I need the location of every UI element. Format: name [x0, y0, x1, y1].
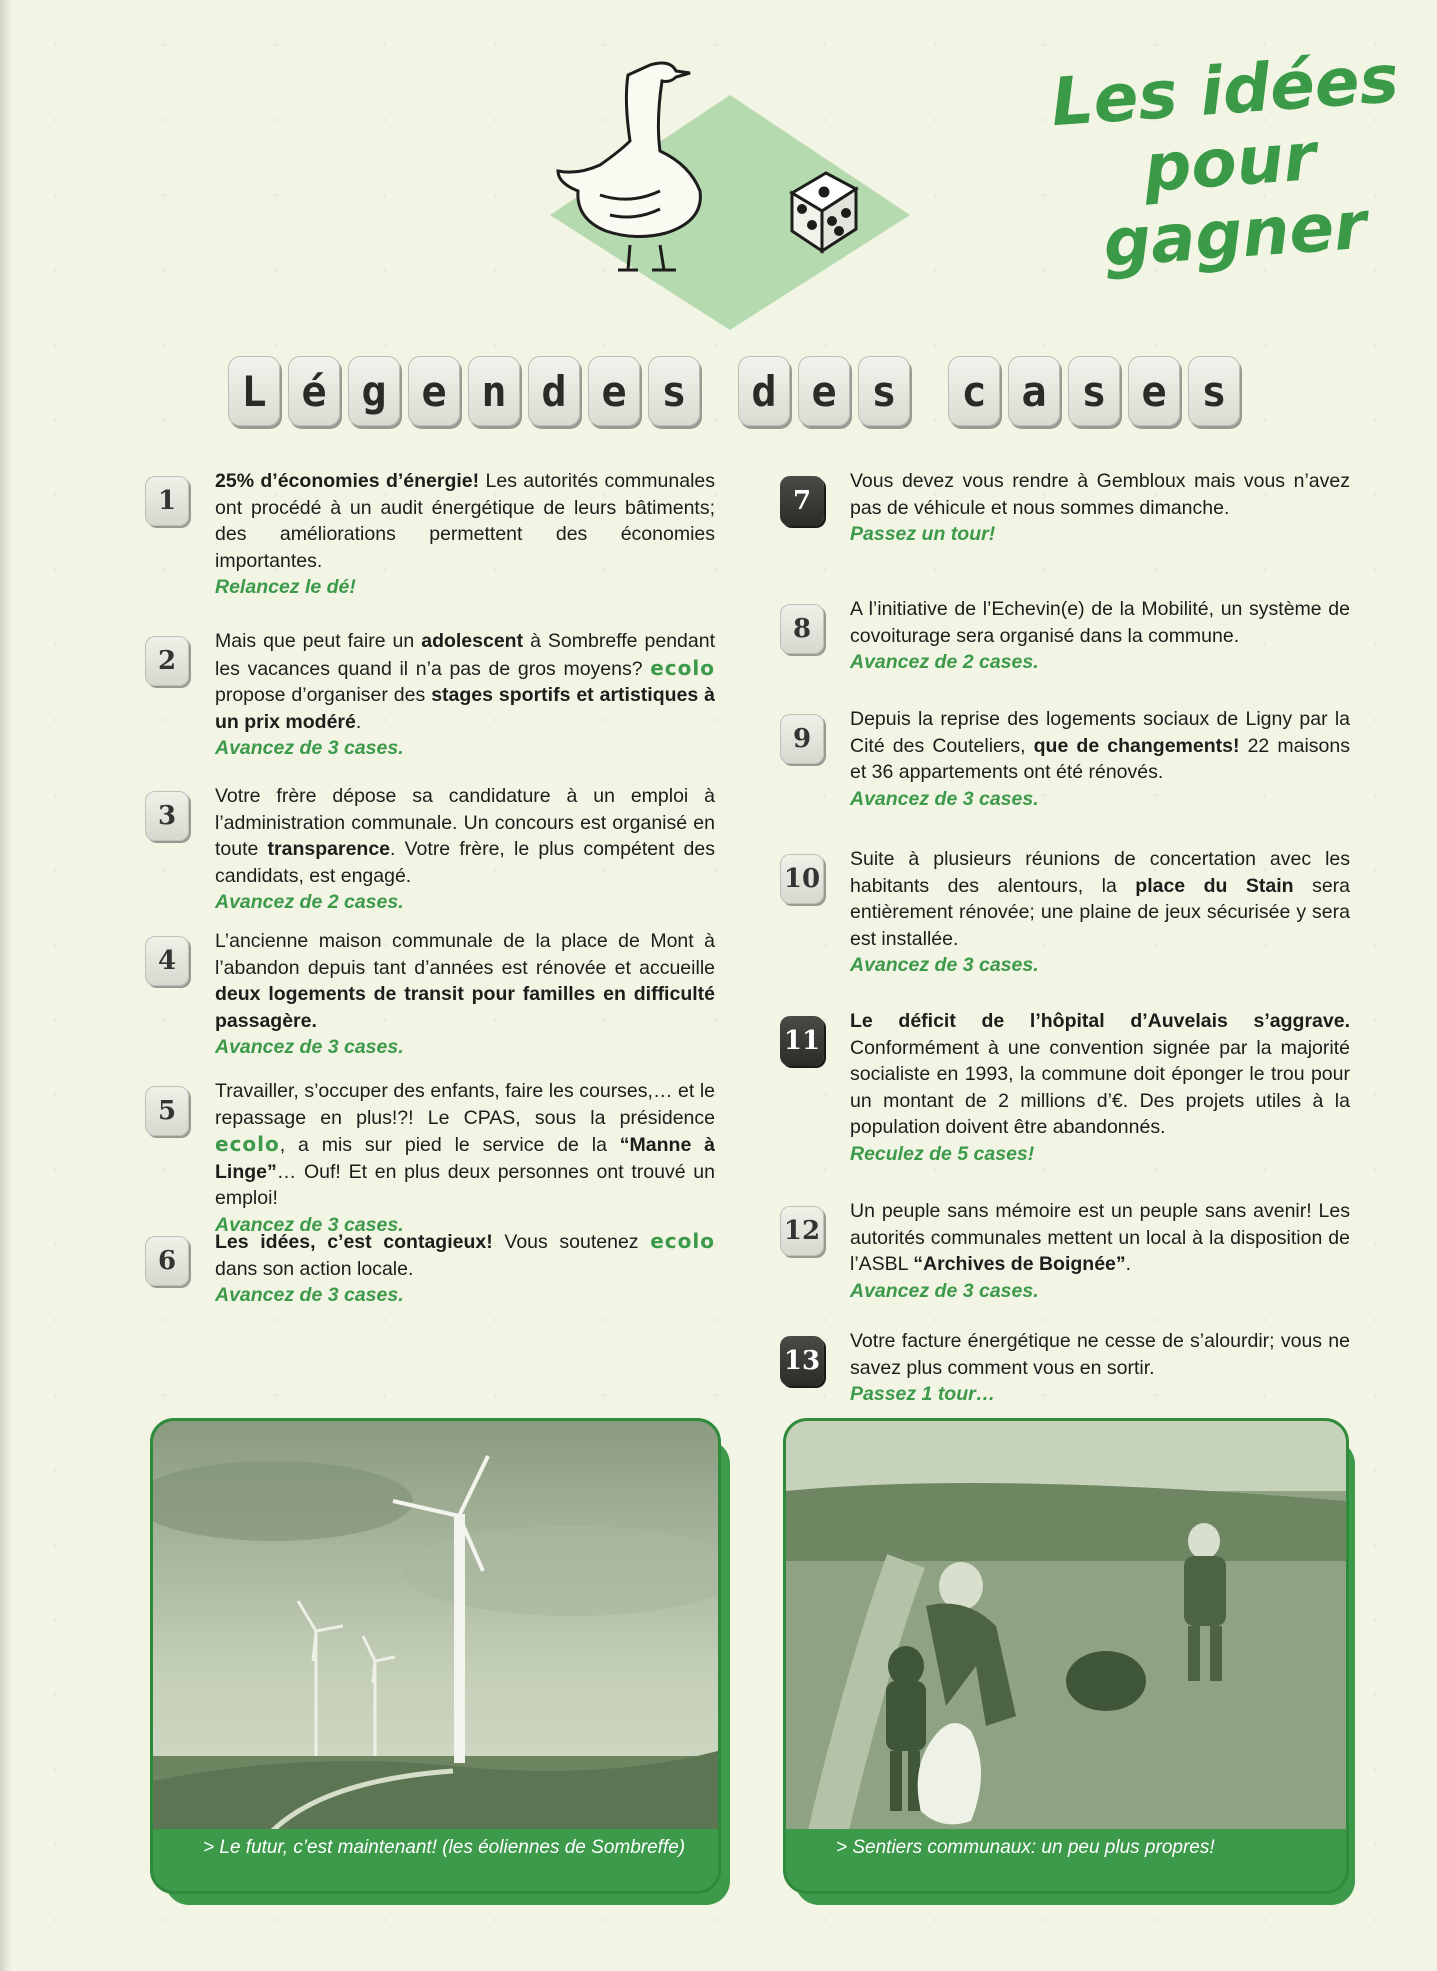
legend-text-bold: stages sportifs et artistiques à un prix modéré: [215, 684, 716, 733]
legend-text-bold: adolescent: [421, 630, 524, 652]
legend-action: Reculez de 5 cases!: [850, 1142, 1035, 1165]
legend-text-run: dans son action locale.: [215, 1257, 414, 1280]
legend-text-run: sera entièrement rénovée; une plaine de jeux sécurisée y sera est installée.: [850, 874, 1350, 950]
legend-action: Passez un tour!: [850, 523, 996, 545]
case-number-badge: 9: [780, 714, 824, 764]
legend-text-run: L’ancienne maison communale de la place de Mont à l’abandon depuis tant d’années est rénovée et accueille: [215, 930, 715, 979]
legend-text-bold: Les idées, c’est contagieux!: [215, 1231, 493, 1253]
heading-letter-tile: e: [408, 356, 460, 426]
heading-letter-tile: s: [648, 356, 700, 426]
page-title: [1033, 42, 1427, 284]
heading-letter-tile: s: [1068, 356, 1120, 426]
case-number-badge: 3: [145, 791, 189, 841]
heading-letter-tile: a: [1008, 356, 1060, 426]
case-number-badge: 12: [780, 1206, 824, 1256]
legend-text-run: Vous devez vous rendre à Gembloux mais vous n’avez pas de véhicule et nous sommes dimanche.: [850, 470, 1350, 519]
legend-text-bold: “Archives de Boignée”: [913, 1253, 1126, 1275]
legend-text-bold: que de changements!: [1033, 734, 1240, 757]
heading-letter-tile: d: [738, 356, 790, 426]
legend-text-bold: Le déficit de l’hôpital d’Auvelais s’aggrave.: [850, 1010, 1350, 1032]
case-number-badge: 11: [780, 1016, 824, 1066]
heading-letter-tile: e: [588, 356, 640, 426]
ecolo-logo: ecolo: [650, 1229, 715, 1253]
legend-text-run: Les autorités communales ont procédé à un audit énergétique de leurs bâtiments; des améliorations permettent des économies importantes.: [215, 470, 715, 572]
ecolo-logo: ecolo: [215, 1132, 280, 1156]
heading-letter-tile: n: [468, 356, 520, 426]
legend-text-run: Vous soutenez: [492, 1231, 651, 1253]
legend-text: [850, 1328, 1350, 1408]
case-number-badge: 2: [145, 636, 189, 686]
case-number-badge: 1: [145, 476, 189, 526]
legend-text-bold: “Manne à Linge”: [215, 1134, 715, 1183]
legend-text: [215, 628, 715, 762]
legend-text: [215, 468, 715, 601]
legend-action: Avancez de 3 cases.: [215, 1036, 404, 1058]
legend-text-run: Travailler, s’occuper des enfants, faire les courses,… et le repassage en plus!?! Le CPAS, sous la présidence: [215, 1080, 715, 1129]
wind-turbines-image: [153, 1421, 718, 1841]
legend-text-bold: transparence: [267, 838, 391, 860]
legend-text-run: Mais que peut faire un: [215, 630, 422, 652]
page-edge: [0, 0, 10, 1971]
legend-text: [215, 1078, 715, 1238]
heading-letter-tile: c: [948, 356, 1000, 426]
legend-text-run: Votre facture énergétique ne cesse de s’alourdir; vous ne savez plus comment vous en sortir.: [850, 1330, 1350, 1379]
legend-text: [850, 706, 1350, 812]
header-illustration: [540, 55, 920, 335]
legend-text-bold: deux logements de transit pour familles en difficulté passagère.: [215, 983, 715, 1032]
legend-text-bold: place du Stain: [1135, 874, 1294, 897]
legend-text-run: … Ouf! Et en plus deux personnes ont trouvé un emploi!: [215, 1160, 715, 1209]
legend-text: [215, 1228, 715, 1309]
legend-text-run: Votre frère dépose sa candidature à un emploi à l’administration communale. Un concours est organisé en toute: [215, 785, 715, 860]
legend-text: [850, 1198, 1350, 1304]
legend-text-run: . Votre frère, le plus compétent des candidats, est engagé.: [215, 838, 715, 887]
legend-text-run: .: [355, 710, 362, 733]
legend-text: [850, 1008, 1350, 1167]
legend-text: [215, 783, 715, 916]
legend-text-run: 22 maisons et 36 appartements ont été rénovés.: [850, 734, 1350, 783]
heading-letter-tile: s: [1188, 356, 1240, 426]
photo-right-caption: > Sentiers communaux: un peu plus propres!: [786, 1829, 1346, 1891]
legend-text-run: Suite à plusieurs réunions de concertation avec les habitants des alentours, la: [850, 848, 1350, 897]
title-line-1: Les idées: [1048, 40, 1402, 142]
case-number-badge: 6: [145, 1236, 189, 1286]
legend-action: Avancez de 3 cases.: [850, 787, 1039, 810]
heading-letter-tile: d: [528, 356, 580, 426]
legend-text-run: propose d’organiser des: [215, 684, 432, 706]
legend-text-run: Conformément à une convention signée par la majorité socialiste en 1993, la commune doit éponger le trou pour un montant de 2 millions d’€. Des projets utiles à la population doivent être abandonnés.: [850, 1036, 1350, 1138]
legend-action: Avancez de 2 cases.: [215, 891, 404, 913]
legend-action: Relancez le dé!: [215, 576, 356, 598]
legend-text-run: à Sombreffe pendant les vacances quand il n’a pas de gros moyens?: [215, 630, 715, 680]
case-number-badge: 13: [780, 1336, 824, 1386]
legend-text: [850, 846, 1350, 979]
legend-text: [850, 596, 1350, 676]
photo-left-caption: > Le futur, c’est maintenant! (les éoliennes de Sombreffe): [153, 1829, 718, 1891]
heading-letter-tile: é: [288, 356, 340, 426]
legend-text-run: .: [1125, 1253, 1132, 1275]
case-number-badge: 8: [780, 604, 824, 654]
heading-letter-tile: e: [1128, 356, 1180, 426]
legend-action: Avancez de 3 cases.: [850, 954, 1039, 976]
legend-text-bold: 25% d’économies d’énergie!: [215, 470, 480, 492]
title-line-3: gagner: [1100, 186, 1370, 282]
person-crouching: [1066, 1651, 1146, 1711]
heading-letter-tile: g: [348, 356, 400, 426]
heading-letter-tile: e: [798, 356, 850, 426]
photo-right: [783, 1418, 1349, 1894]
legend-text-run: A l’initiative de l’Echevin(e) de la Mobilité, un système de covoiturage sera organisé dans la commune.: [850, 598, 1350, 647]
ecolo-logo: ecolo: [650, 655, 715, 680]
legend-action: Passez 1 tour…: [850, 1383, 996, 1405]
heading-letter-tile: L: [228, 356, 280, 426]
title-line-2: pour: [1141, 118, 1319, 207]
legend-text: [850, 468, 1350, 548]
heading-tiles: [228, 350, 1268, 432]
legend-action: Avancez de 2 cases.: [850, 651, 1039, 673]
legend-action: Avancez de 3 cases.: [215, 1213, 404, 1236]
legend-text-run: Depuis la reprise des logements sociaux de Ligny par la Cité des Couteliers,: [850, 708, 1350, 757]
photo-left: [150, 1418, 721, 1894]
heading-letter-tile: s: [858, 356, 910, 426]
case-number-badge: 4: [145, 936, 189, 986]
case-number-badge: 5: [145, 1086, 189, 1136]
path-cleanup-image: [786, 1421, 1346, 1841]
legend-text-run: , a mis sur pied le service de la: [279, 1134, 620, 1156]
legend-text-run: Un peuple sans mémoire est un peuple sans avenir! Les autorités communales mettent un local à la disposition de l’ASBL: [850, 1200, 1350, 1275]
case-number-badge: 7: [780, 476, 824, 526]
legend-action: Avancez de 3 cases.: [215, 1284, 404, 1306]
legend-action: Avancez de 3 cases.: [215, 737, 404, 759]
case-number-badge: 10: [780, 854, 824, 904]
legend-text: [215, 928, 715, 1061]
legend-action: Avancez de 3 cases.: [850, 1279, 1039, 1302]
